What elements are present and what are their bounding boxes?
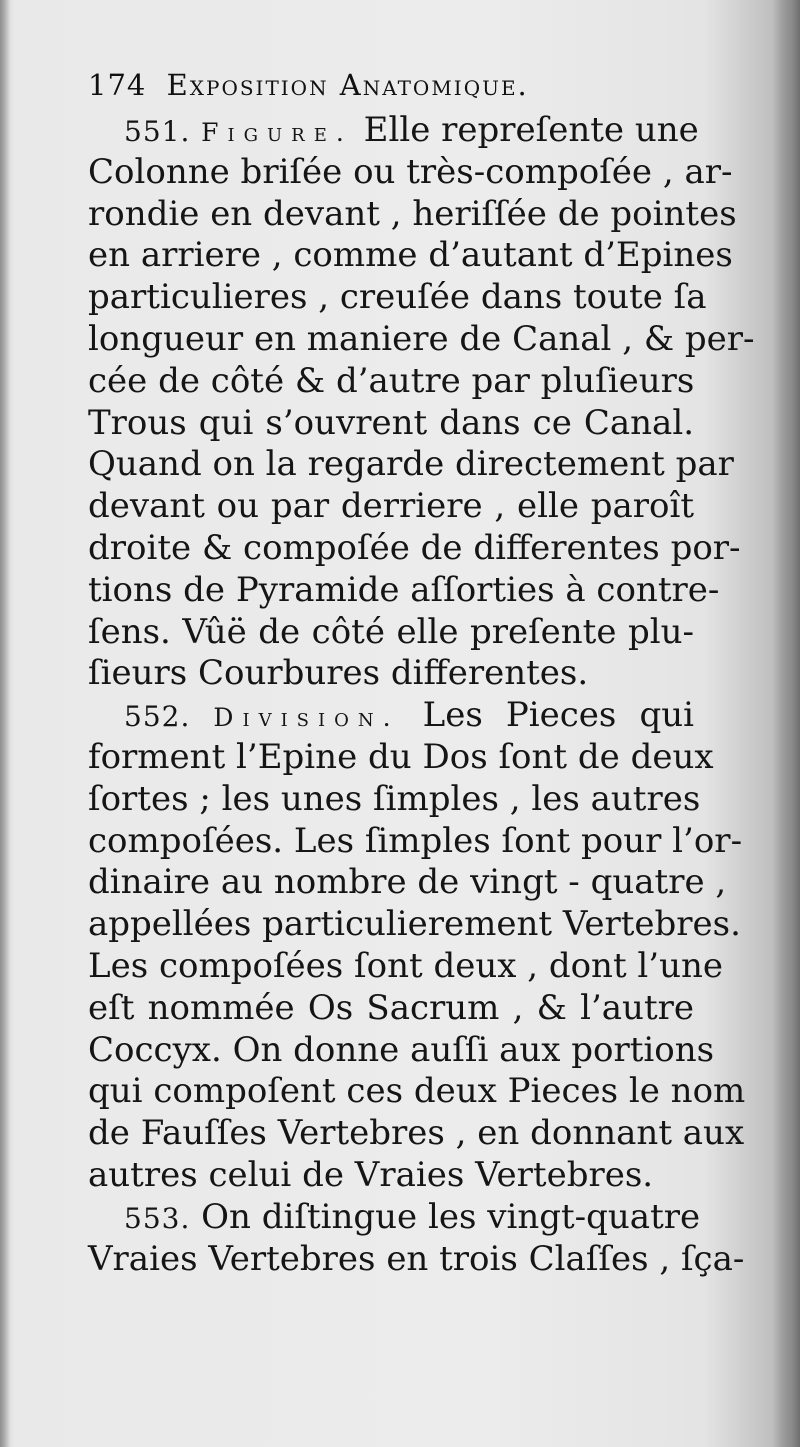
text-line: Quand on la regarde directement par [88,444,734,485]
section-number: 552. [124,700,191,734]
text-line: cée de côté & d’autre par pluſieurs [88,360,695,401]
section-keyword: Figure. [201,118,353,147]
text-line: autres celui de Vraies Vertebres. [88,1154,654,1195]
text-line: eſt nommée Os Sacrum , & l’autre [88,987,694,1028]
text-line: dinaire au nombre de vingt - quatre , [88,862,727,903]
text-line [88,695,694,737]
text-line: Colonne briſée ou très-compoſée , ar- [88,151,733,192]
text-line: Trous qui s’ouvrent dans ce Canal. [88,402,694,443]
running-header [88,68,648,102]
text-line: tions de Pyramide aſſorties à contre- [88,569,720,610]
section-keyword: Division. [213,703,400,733]
running-title: Exposition Anatomique. [166,68,529,102]
page-number: 174 [88,68,147,102]
text-line: appellées particulierement Vertebres. [88,904,741,945]
text-line: qui compoſent ces deux Pieces le nom [88,1071,746,1112]
gutter-shadow [0,0,10,1447]
line-text: Elle repreſente une [363,110,699,150]
text-line: compoſées. Les ſimples ſont pour l’or- [88,820,743,861]
text-line: de Fauſſes Vertebres , en donnant aux [88,1113,745,1154]
text-line: ſortes ; les unes ſimples , les autres [88,778,701,819]
line-text: On diſtingue les vingt-quatre [201,1196,701,1237]
page-edge-shadow [772,0,800,1447]
text-line: devant ou par derriere , elle paroît [88,486,694,527]
text-line: particulieres , creuſée dans toute ſa [88,277,707,318]
text-line: Coccyx. On donne auſſi aux portions [88,1029,715,1070]
section-number: 553. [124,1201,191,1235]
body-text [88,110,755,1280]
section-number: 551. [124,115,191,148]
text-line [88,110,699,152]
text-line: rondie en devant , heriſſée de pointes [88,193,737,234]
text-line: droite & compoſée de differentes por- [88,527,741,568]
text-line: Les compoſées ſont deux , dont l’une [88,945,724,986]
text-line: ſens. Vûë de côté elle preſente plu- [88,611,694,652]
text-line [88,1196,701,1239]
text-line: ſieurs Courbures differentes. [88,653,589,694]
text-line: Vraies Vertebres en trois Claſſes , ſça- [88,1238,745,1279]
text-line: longueur en maniere de Canal , & per- [88,318,755,359]
text-line: forment l’Epine du Dos ſont de deux [88,736,714,777]
text-line: en arriere , comme d’autant d’Epines [88,235,733,276]
line-text: Les Pieces qui [422,695,694,736]
